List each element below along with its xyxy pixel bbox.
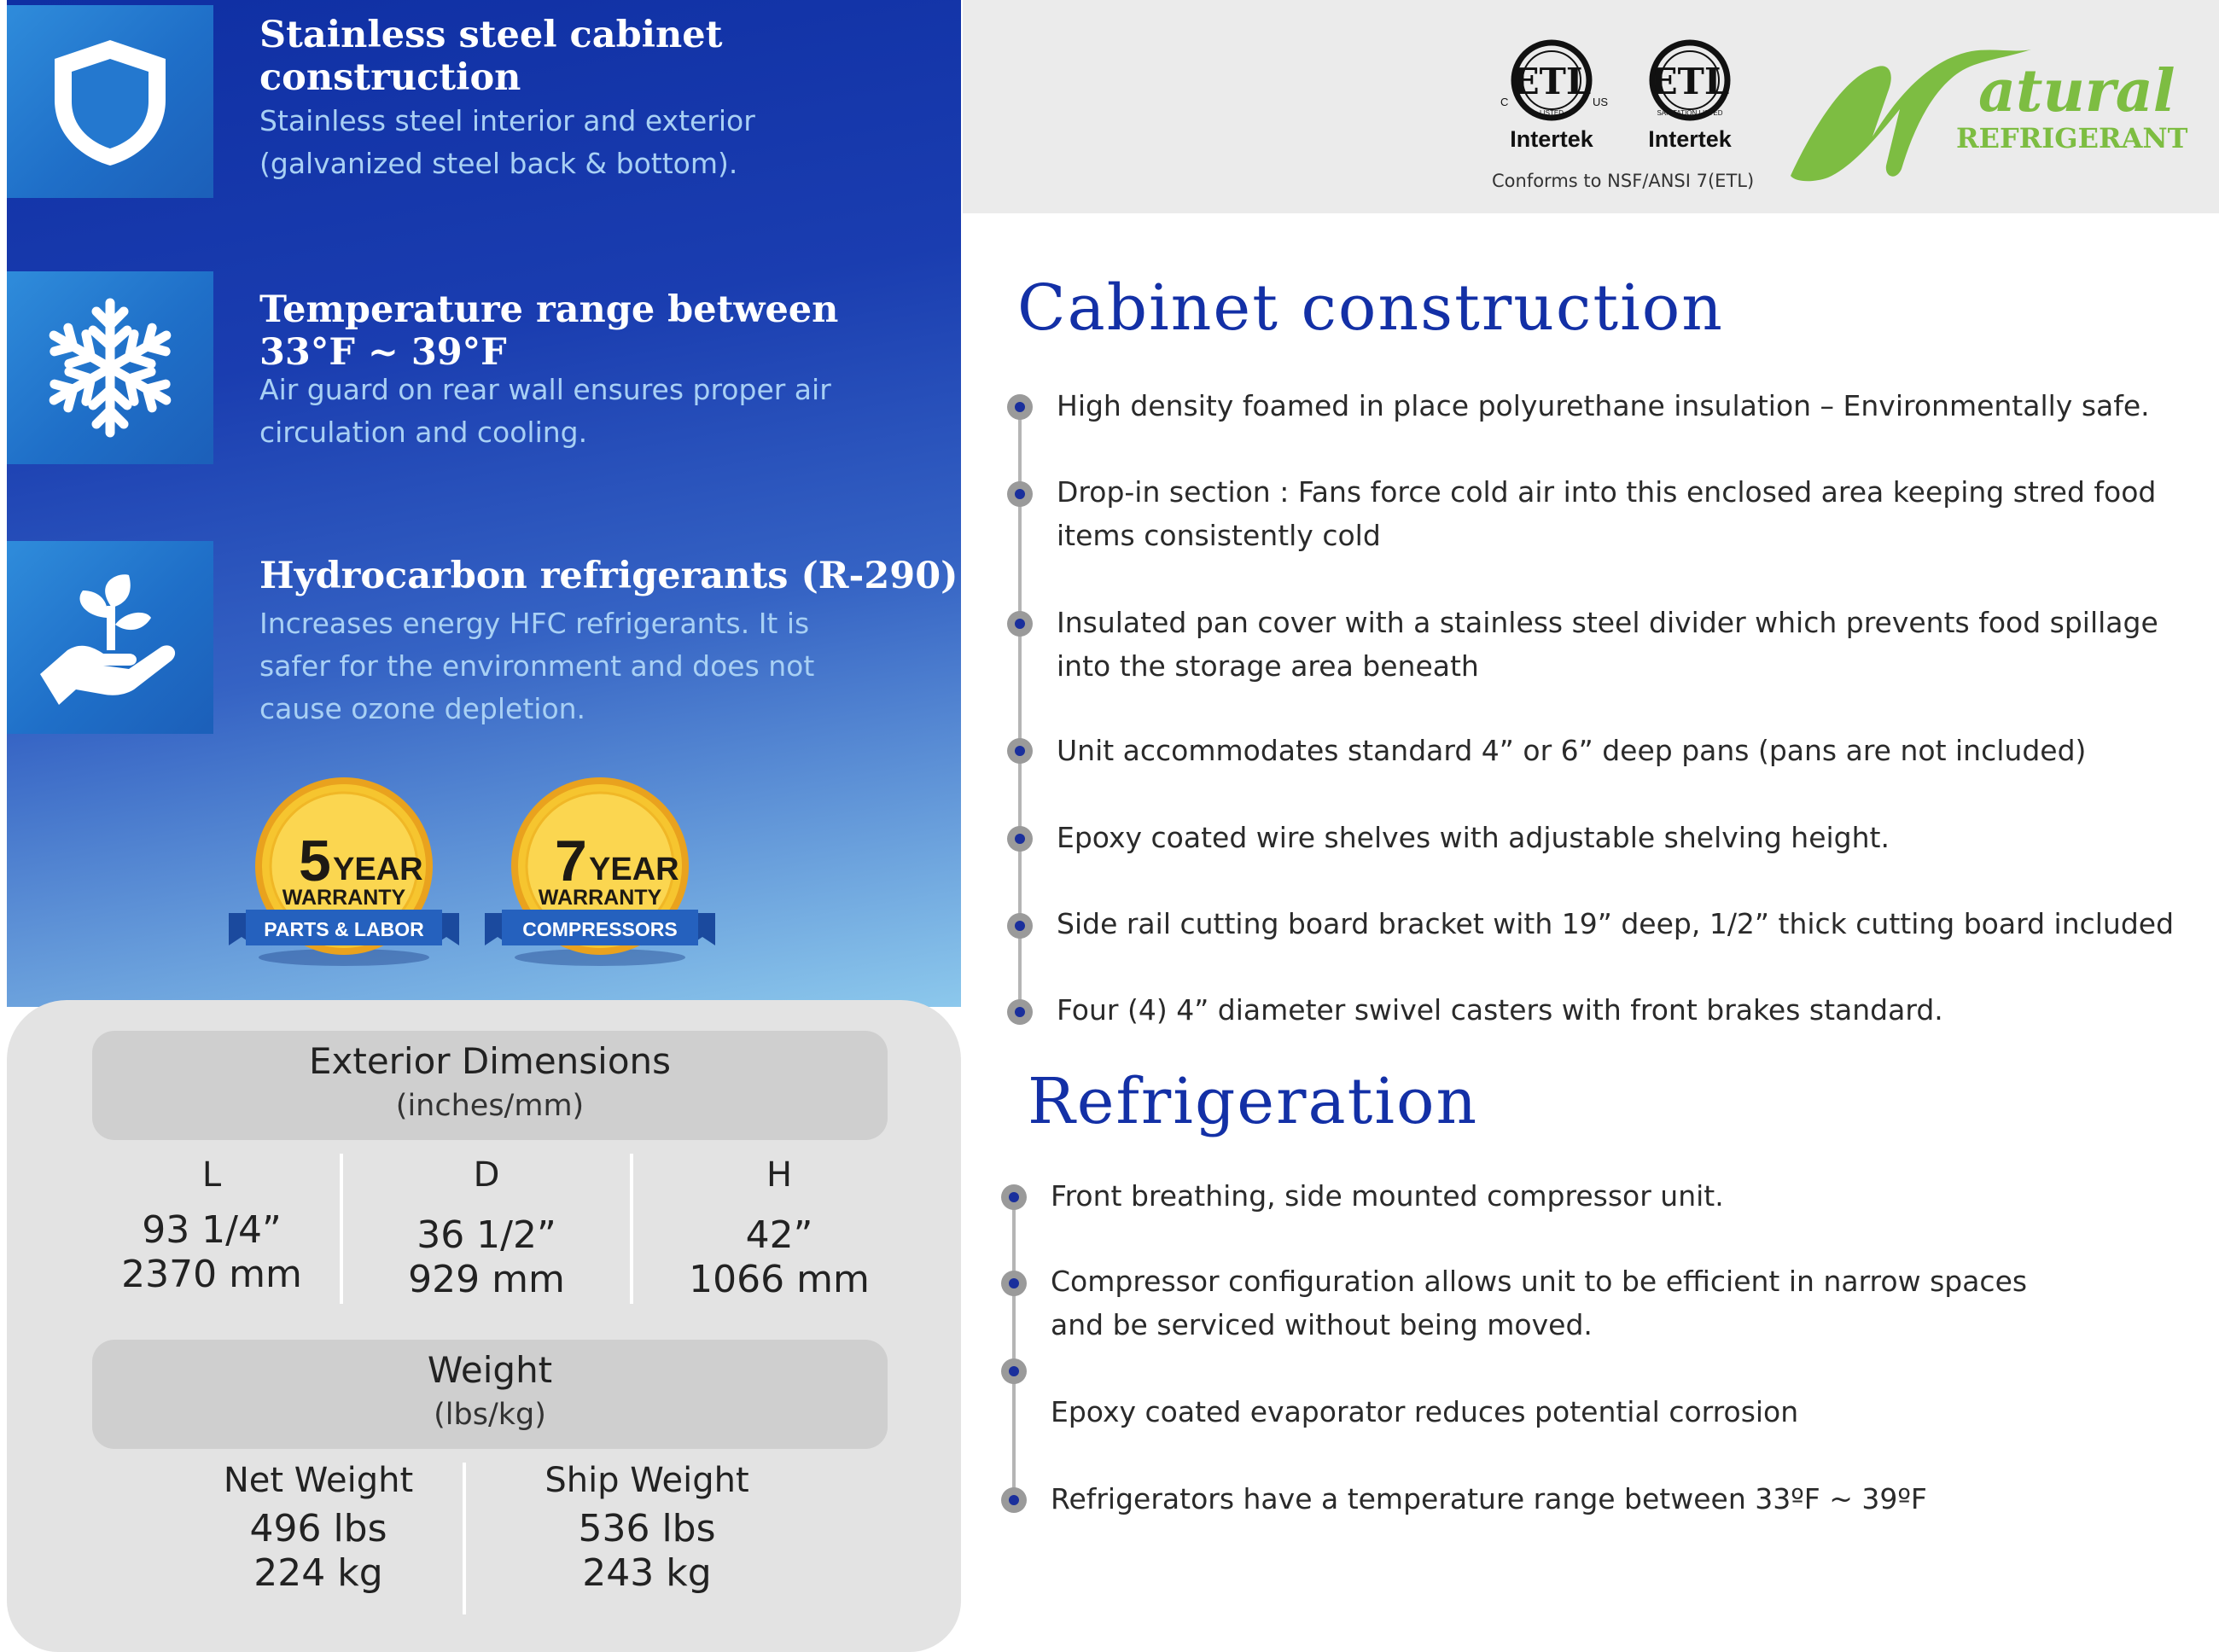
snowflake-icon: [38, 295, 183, 440]
warranty-word: WARRANTY: [538, 886, 662, 910]
cabinet-feature-item: High density foamed in place polyurethane insulation – Environmentally safe.: [1057, 389, 2150, 422]
dimension-length: L 93 1/4” 2370 mm: [121, 1155, 302, 1296]
svg-text:ETL: ETL: [1511, 61, 1592, 102]
bullet-marker: [1007, 611, 1033, 637]
bullet-timeline: [1012, 1196, 1016, 1500]
dimensions-header: [92, 1031, 888, 1140]
warranty-ribbon: COMPRESSORS: [522, 918, 678, 940]
logo-subtitle: REFRIGERANT: [1956, 122, 2188, 154]
bullet-marker: [1001, 1184, 1027, 1210]
bullet-marker: [1007, 394, 1033, 420]
bullet-marker: [1001, 1358, 1027, 1384]
conformity-note: Conforms to NSF/ANSI 7(ETL): [1492, 171, 1755, 191]
svg-text:US: US: [1593, 96, 1608, 108]
bullet-marker: [1007, 481, 1033, 507]
feature-title: Hydrocarbon refrigerants (R-290): [259, 555, 958, 597]
feature-description: Stainless steel interior and exterior (galvanized steel back & bottom).: [259, 104, 755, 180]
cabinet-feature-item: Insulated pan cover with a stainless steel divider which prevents food spillage into the storage area beneath: [1057, 606, 2158, 683]
cabinet-feature-item: Side rail cutting board bracket with 19” deep, 1/2” thick cutting board included: [1057, 907, 2175, 940]
weight-header: [92, 1340, 888, 1449]
warranty-year: YEAR: [589, 852, 679, 887]
divider: [340, 1154, 343, 1304]
dimension-height: H 42” 1066 mm: [689, 1155, 870, 1301]
refrigeration-feature-item: Epoxy coated evaporator reduces potential corrosion: [1051, 1395, 1799, 1428]
warranty-ribbon: PARTS & LABOR: [264, 918, 424, 940]
feature-description: Increases energy HFC refrigerants. It is safer for the environment and does not cause ozone depletion.: [259, 607, 815, 725]
cabinet-feature-item: Drop-in section : Fans force cold air into this enclosed area keeping stred food items consistently cold: [1057, 475, 2157, 552]
refrigeration-feature-item: Front breathing, side mounted compressor unit.: [1051, 1179, 1724, 1213]
weight-units: (lbs/kg): [434, 1398, 546, 1432]
logo-wordmark: atural: [1978, 57, 2175, 125]
etl-sanitation-mark: [1634, 39, 1746, 153]
dimension-depth: D 36 1/2” 929 mm: [408, 1155, 565, 1301]
refrigeration-title: Refrigeration: [1028, 1065, 1479, 1138]
warranty-number: 7: [555, 829, 587, 893]
warranty-badge-5-year: [220, 777, 468, 973]
intertek-label: Intertek: [1510, 126, 1593, 152]
plant-hand-icon: [33, 565, 187, 710]
feature-description: Air guard on rear wall ensures proper air circulation and cooling.: [259, 373, 831, 449]
feature-title: Temperature range between 33°F ~ 39°F: [259, 288, 839, 374]
warranty-badge-7-year: [476, 777, 724, 973]
bullet-marker: [1001, 1487, 1027, 1513]
cabinet-feature-item: Four (4) 4” diameter swivel casters with front brakes standard.: [1057, 993, 1943, 1027]
divider: [630, 1154, 633, 1304]
bullet-marker: [1007, 826, 1033, 852]
cabinet-construction-title: Cabinet construction: [1017, 271, 1724, 345]
bullet-marker: [1007, 738, 1033, 764]
bullet-marker: [1007, 999, 1033, 1025]
dimensions-units: (inches/mm): [395, 1089, 585, 1123]
specifications-card: [7, 1000, 961, 1652]
etl-listed-mark: [1495, 39, 1608, 153]
etl-sanitation-logo-icon: [1634, 39, 1746, 123]
refrigeration-feature-item: Refrigerators have a temperature range between 33ºF ~ 39ºF: [1051, 1482, 1927, 1515]
bullet-marker: [1001, 1271, 1027, 1296]
feature-tile-shield: [7, 5, 213, 198]
ship-weight: Ship Weight 536 lbs 243 kg: [545, 1461, 749, 1595]
svg-text:C: C: [1500, 96, 1509, 108]
bullet-marker: [1007, 913, 1033, 939]
refrigeration-feature-item: Compressor configuration allows unit to be efficient in narrow spaces and be serviced without being moved.: [1051, 1265, 2028, 1341]
feature-tile-plant: [7, 541, 213, 734]
cabinet-feature-item: Unit accommodates standard 4” or 6” deep pans (pans are not included): [1057, 734, 2087, 767]
svg-text:SANITATION LISTED: SANITATION LISTED: [1657, 109, 1723, 117]
shield-icon: [46, 33, 174, 170]
etl-logo-icon: [1495, 39, 1608, 123]
natural-refrigerant-logo: [1784, 41, 2193, 186]
svg-text:LISTED: LISTED: [1539, 109, 1564, 117]
feature-title: Stainless steel cabinet construction: [259, 14, 723, 99]
intertek-label: Intertek: [1648, 126, 1732, 152]
warranty-word: WARRANTY: [282, 886, 406, 910]
cabinet-feature-item: Epoxy coated wire shelves with adjustable shelving height.: [1057, 821, 1890, 854]
dimensions-title: Exterior Dimensions: [308, 1040, 672, 1082]
svg-text:ETL: ETL: [1650, 61, 1730, 102]
divider: [463, 1463, 466, 1614]
warranty-number: 5: [299, 829, 331, 893]
feature-tile-snowflake: [7, 271, 213, 464]
features-panel: [7, 0, 961, 1007]
warranty-year: YEAR: [333, 852, 423, 887]
net-weight: Net Weight 496 lbs 224 kg: [223, 1461, 414, 1595]
weight-title: Weight: [427, 1349, 553, 1391]
